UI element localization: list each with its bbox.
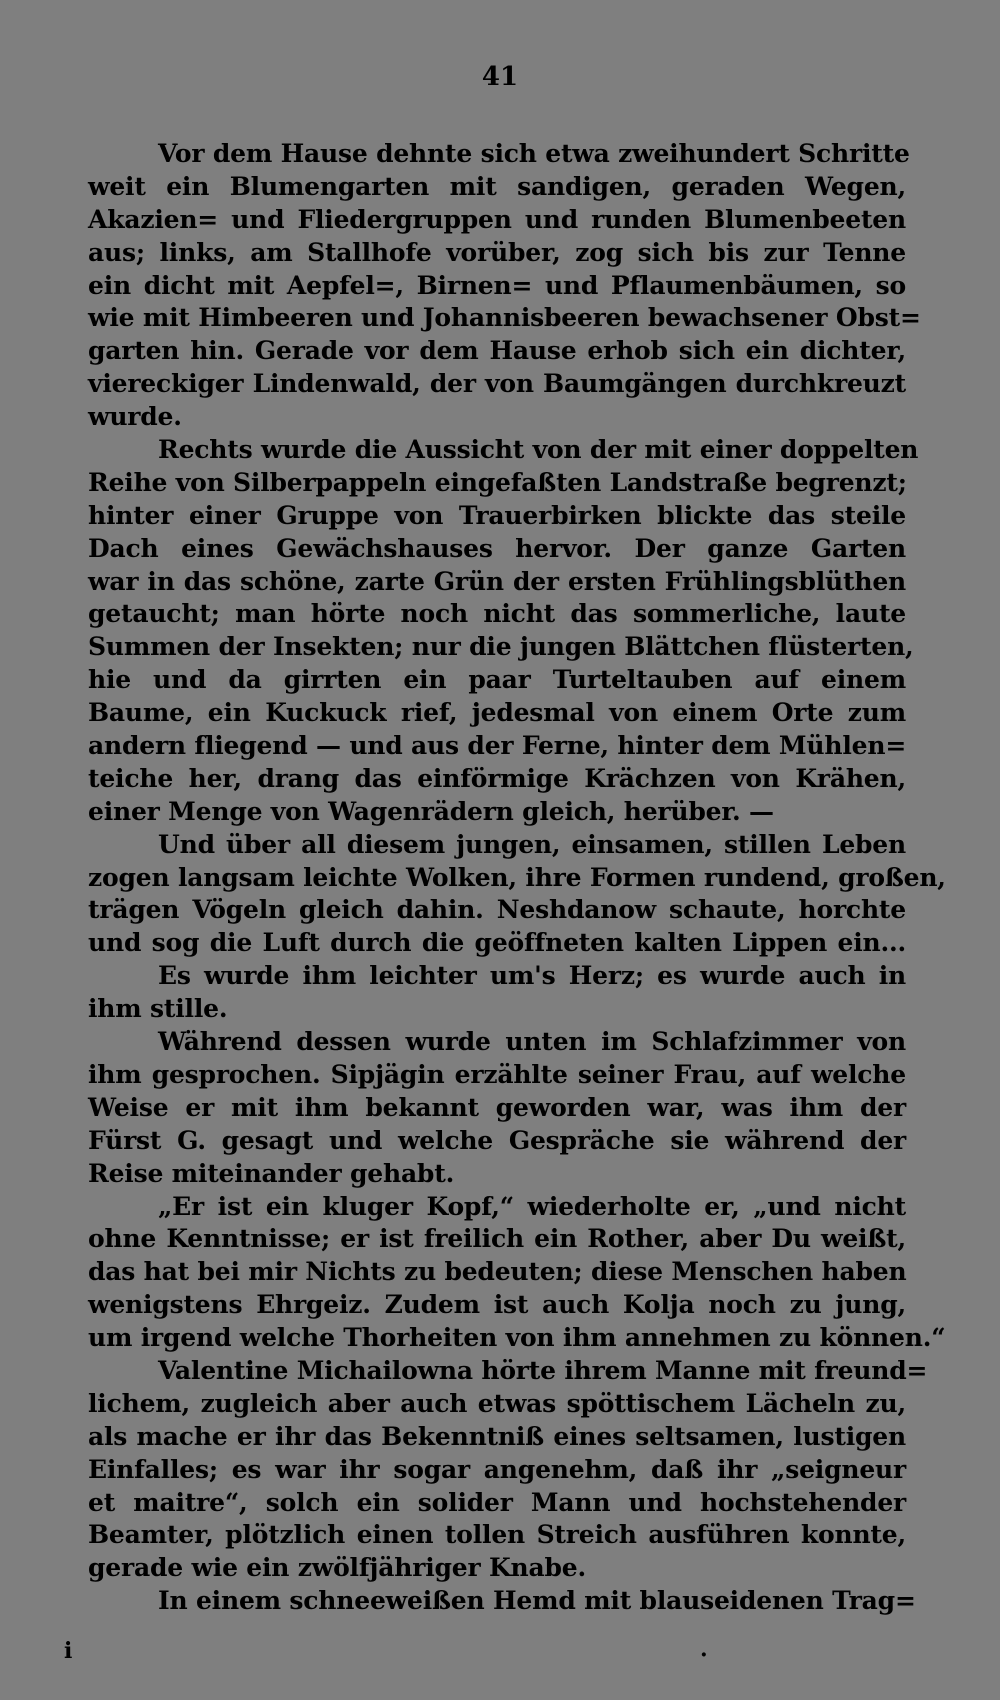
text-line: und sog die Luft durch die geöffneten kalten Lippen ein... (88, 928, 906, 958)
text-line: Fürst G. gesagt und welche Gespräche sie während der (88, 1125, 906, 1155)
text-line: Beamter, plötzlich einen tollen Streich ausführen konnte, (88, 1520, 906, 1550)
text-line: zogen langsam leichte Wolken, ihre Formen rundend, großen, (88, 862, 946, 892)
text-line: war in das schöne, zarte Grün der ersten Frühlingsblüthen (88, 566, 906, 596)
text-line: andern fliegend — und aus der Ferne, hinter dem Mühlen= (88, 731, 907, 761)
text-line: Reihe von Silberpappeln eingefaßten Landstraße begrenzt; (88, 467, 907, 497)
text-line: ein dicht mit Aepfel=, Birnen= und Pflaumenbäumen, so (88, 270, 906, 300)
text-line: Vor dem Hause dehnte sich etwa zweihundert Schritte (158, 139, 910, 168)
text-line: hie und da girrten ein paar Turteltauben auf einem (88, 665, 906, 695)
text-line: Valentine Michailowna hörte ihrem Manne mit freund= (158, 1355, 928, 1385)
text-line: das hat bei mir Nichts zu bedeuten; diese Menschen haben (88, 1257, 907, 1287)
text-line: Reise miteinander gehabt. (88, 1158, 455, 1188)
text-line: ihm stille. (88, 994, 228, 1024)
text-line: Während dessen wurde unten im Schlafzimmer von (158, 1027, 906, 1057)
text-line: trägen Vögeln gleich dahin. Neshdanow schaute, horchte (88, 895, 906, 925)
text-line: ihm gesprochen. Sipjägin erzählte seiner Frau, auf welche (88, 1059, 906, 1089)
margin-dot: · (700, 1642, 708, 1668)
text-line: einer Menge von Wagenrädern gleich, herüber. — (88, 796, 774, 826)
margin-mark: ⅰ (64, 1638, 73, 1664)
text-line: ohne Kenntnisse; er ist freilich ein Rother, aber Du weißt, (88, 1224, 906, 1254)
text-line: als mache er ihr das Bekenntniß eines seltsamen, lustigen (88, 1421, 906, 1451)
text-line: lichem, zugleich aber auch etwas spöttischem Lächeln zu, (88, 1388, 906, 1418)
page-number: 41 (481, 62, 519, 92)
text-line: hinter einer Gruppe von Trauerbirken blickte das steile (88, 500, 906, 530)
text-line: „Er ist ein kluger Kopf,“ wiederholte er, „und nicht (158, 1191, 906, 1221)
text-line: wenigstens Ehrgeiz. Zudem ist auch Kolja noch zu jung, (88, 1290, 906, 1320)
text-line: um irgend welche Thorheiten von ihm annehmen zu können.“ (88, 1323, 946, 1353)
text-line: Und über all diesem jungen, einsamen, stillen Leben (158, 829, 906, 859)
body-text (88, 138, 946, 1618)
text-line: In einem schneeweißen Hemd mit blauseidenen Trag= (158, 1586, 916, 1616)
text-line: wie mit Himbeeren und Johannisbeeren bewachsener Obst= (88, 303, 921, 333)
text-line: Akazien= und Fliedergruppen und runden Blumenbeeten (88, 204, 906, 234)
text-line: Baume, ein Kuckuck rief, jedesmal von einem Orte zum (88, 698, 906, 728)
text-line: Einfalles; es war ihr sogar angenehm, daß ihr „seigneur (88, 1454, 906, 1484)
text-line: garten hin. Gerade vor dem Hause erhob sich ein dichter, (88, 336, 906, 366)
text-line: teiche her, drang das einförmige Krächzen von Krähen, (88, 763, 906, 793)
text-line: et maitre“, solch ein solider Mann und hochstehender (88, 1487, 906, 1517)
text-line: Rechts wurde die Aussicht von der mit einer doppelten (158, 435, 919, 465)
text-line: Es wurde ihm leichter um's Herz; es wurde auch in (158, 961, 906, 991)
text-line: Weise er mit ihm bekannt geworden war, was ihm der (88, 1092, 906, 1122)
text-line: gerade wie ein zwölfjähriger Knabe. (88, 1553, 586, 1583)
text-line: getaucht; man hörte noch nicht das sommerliche, laute (88, 599, 906, 629)
text-line: Summen der Insekten; nur die jungen Blättchen flüsterten, (88, 632, 914, 662)
text-line: wurde. (88, 402, 182, 432)
text-line: Dach eines Gewächshauses hervor. Der ganze Garten (88, 533, 906, 563)
text-line: weit ein Blumengarten mit sandigen, geraden Wegen, (88, 171, 906, 201)
text-line: viereckiger Lindenwald, der von Baumgängen durchkreuzt (88, 369, 906, 399)
text-line: aus; links, am Stallhofe vorüber, zog sich bis zur Tenne (88, 237, 906, 267)
